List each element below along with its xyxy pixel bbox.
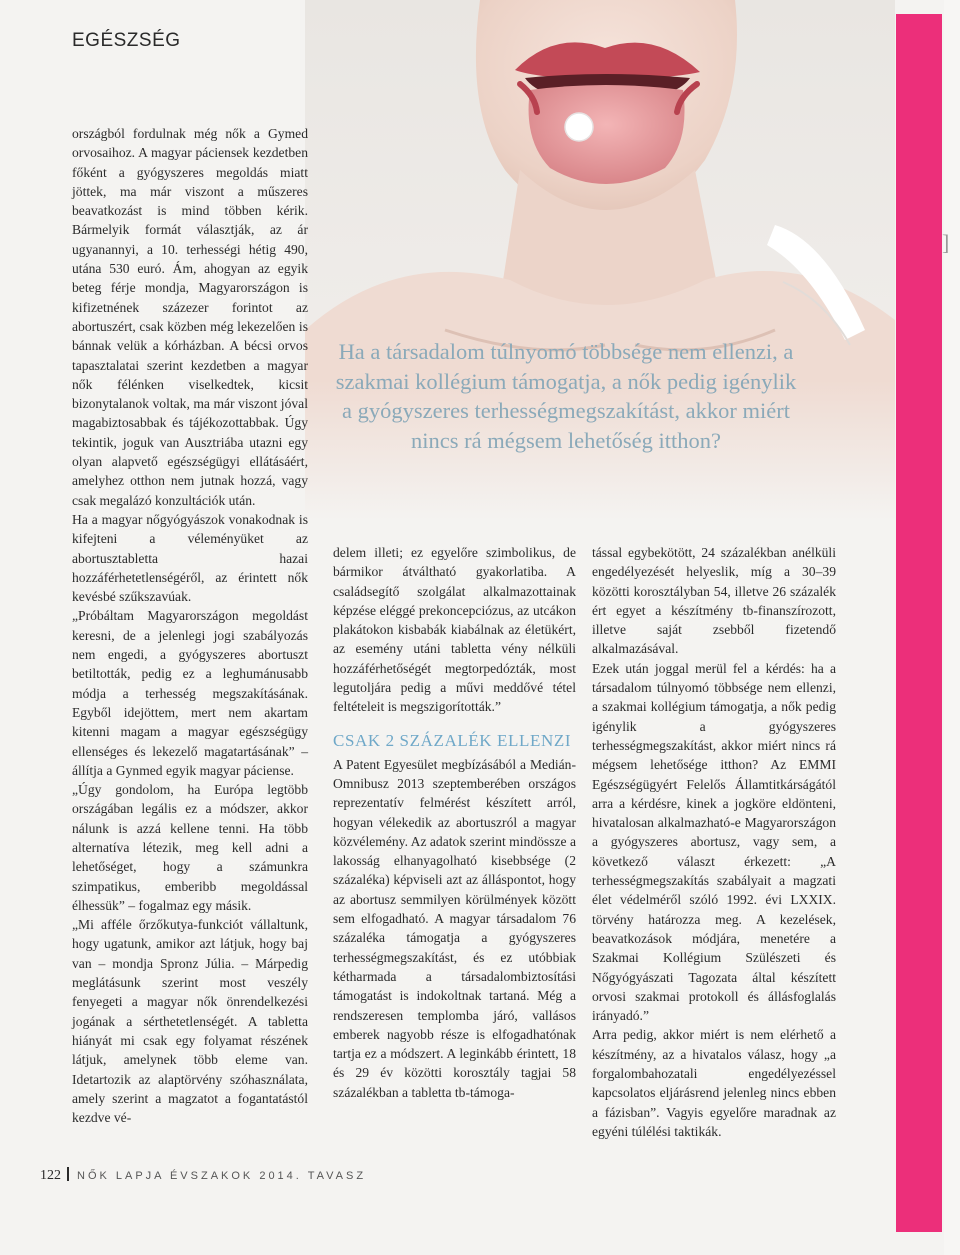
divider bbox=[67, 1167, 69, 1181]
page-number: 122 bbox=[40, 1168, 61, 1183]
publication-name: NŐK LAPJA ÉVSZAKOK 2014. TAVASZ bbox=[77, 1170, 367, 1182]
column-3 bbox=[592, 543, 836, 1141]
paragraph: Arra pedig, akkor miért is nem elérhető a készítmény, az a hivatalos válasz, hogy „a forgalombahozatali engedélyezéssel kapcsolatos eljárásrend jelenleg nincs ebben a fázisban”. Vagyis egyelőre maradnak az egyéni túlélési taktikák. bbox=[592, 1027, 836, 1139]
paragraph: Ha a magyar nőgyógyászok vonakodnak is kifejteni a véleményüket az abortusztabletta hazai hozzáférhetetlenségéről, az érintett nők kevésbé szűkszavúak. bbox=[72, 511, 308, 605]
paragraph: „Úgy gondolom, ha Európa legtöbb országában legális ez a módszer, akkor nálunk is azzá kellene tenni. Ha több alternatíva létezik, meg kell adni a lehetőséget, hogy a számunkra szimpatikus, emberibb megoldással élhessük” – fogalmaz egy másik. bbox=[72, 782, 308, 913]
subheading: CSAK 2 SZÁZALÉK ELLENZI bbox=[333, 730, 572, 750]
paragraph: A Patent Egyesület megbízásából a Medián-Omnibusz 2013 szeptemberében országos reprezentatív felmérést készített arról, hogyan vélekedik az abortuszról a magyar közvélemény. Az adatok szerint mindössze a lakosság elhanyagolható kisebbsége (2 százaléka) képviseli azt az álláspontot, hogy az abortusz semmilyen körülmények között sem elfogadható. A magyar társadalom 76 százaléka támogatja a gyógyszeres terhességmegszakítást, és ez utóbbiak kétharmada a társadalombiztosítási támogatást is indokoltnak tartaná. Még a rendszeresen templomba járó, vallásos emberek nagyobb része is elfogadhatónak tartja ez a módszert. A leginkább érintett, 18 és 29 év közötti korosztály tagjai 58 százalékban a tabletta tb-támoga- bbox=[333, 756, 576, 1100]
bracket-icon: ] bbox=[942, 230, 950, 255]
paragraph: Ezek után joggal merül fel a kérdés: ha a társadalom túlnyomó többsége nem ellenzi, a szakmai kollégium támogatja, a nők pedig igénylik a gyógyszeres terhességmegszakítást, akkor miért nincs rá mégsem lehetősége itthon? Az EMMI Egészségügyért Felelős Államtitkárságától arra a kérdésre, kinek a jogköre eldönteni, hivatalosan alkalmazható-e Magyarországon a gyógyszeres abortusz, vagy sem, a következő választ érkezett: „A terhességmegszakítás szabályait a magzati élet védelméről szóló 1992. évi LXXIX. törvény határozza meg. A kezelések, beavatkozások módjára, menetére a Szakmai Kollégium Szülészeti és Nőgyógyászati Tagozata által készített orvosi szakmai protokoll és állásfoglalás irányadó.” bbox=[592, 660, 836, 1024]
accent-bar bbox=[896, 14, 942, 1232]
section-label: EGÉSZSÉG bbox=[72, 30, 181, 51]
column-1 bbox=[72, 124, 308, 1127]
page-footer bbox=[40, 1167, 366, 1184]
pull-quote: Ha a társadalom túlnyomó többsége nem ellenzi, a szakmai kollégium támogatja, a nők pedig igénylik a gyógyszeres terhességmegszakítást, akkor miért nincs rá mégsem lehetőség itthon? bbox=[335, 339, 797, 453]
paragraph: „Mi afféle őrzőkutya-funkciót vállaltunk, hogy ugatunk, amikor azt látjuk, hogy baj van – mondja Spronz Júlia. – Márpedig meglátásunk szerint most veszély fenyegeti a magyar nők önrendelkezési jogának a sérthetetlenségét. A tabletta hiányát mi csak egy folyamat részének látjuk, amelynek több eleme van. Idetartozik az alaptörvény szóhasználata, amely szerint a magzatot a fogantatástól kezdve vé- bbox=[72, 917, 308, 1126]
column-2 bbox=[333, 543, 576, 1102]
paragraph: „Próbáltam Magyarországon megoldást keresni, de a jelenlegi jogi szabályozás nem engedi, a gyógyszeres abortuszt betiltották, pedig ez a leghumánusabb módja a terhesség megszakításának. Egyből idejöttem, mert nem akartam kitenni magam a magyar egészségügy ellenséges és lekezelő magatartásának” – állítja a Gynmed egyik magyar páciense. bbox=[72, 608, 308, 778]
page-edge bbox=[944, 0, 960, 1255]
paragraph: országból fordulnak még nők a Gymed orvosaihoz. A magyar páciensek kezdetben főként a gyógyszeres megoldás miatt jöttek, ma már viszont a műszeres beavatkozást is mind többen kérik. Bármelyik formát választják, az ár ugyanannyi, a 10. terhességi hétig 490, utána 530 euró. Ám, ahogyan az egyik beteg férje mondja, Magyarországon is kifizetnének százezer forintot az abortuszért, csak közben még lekezelően is bánnak velük a kórházban. A bécsi orvos tapasztalatai szerint kezdetben a magyar nők félénken viselkedtek, kicsit bizonytalanok voltak, ma már viszont jóval magabiztosabbak és tájékozottabbak. Úgy tekintik, joguk van Ausztriába utazni egy olyan alapvető egészségügyi ellátásáért, amelyhez otthon nem jutnak hozzá, vagy csak megalázó konzultációk után. bbox=[72, 126, 308, 508]
paragraph: delem illeti; ez egyelőre szimbolikus, de bármikor átváltható gyakorlatiba. A családsegítő szolgálat alkalmazottainak képzése eléggé prekoncepciózus, az utcákon plakátokon kisbabák kiabálnak az életükért, az esemény utáni tabletta vény nélküli hozzáférhetőségét megtorpedózták, most legutoljára pedig a művi meddővé tétel feltételeit is megszigorították.” bbox=[333, 545, 576, 715]
paragraph: tással egybekötött, 24 százalékban anélküli engedélyezését helyeslik, míg a 30–39 közötti korosztályban 54, illetve 26 százalék ért egyet a készítmény tb-finanszírozott, illetve saját zsebből fizetendő alkalmazásával. bbox=[592, 545, 836, 657]
